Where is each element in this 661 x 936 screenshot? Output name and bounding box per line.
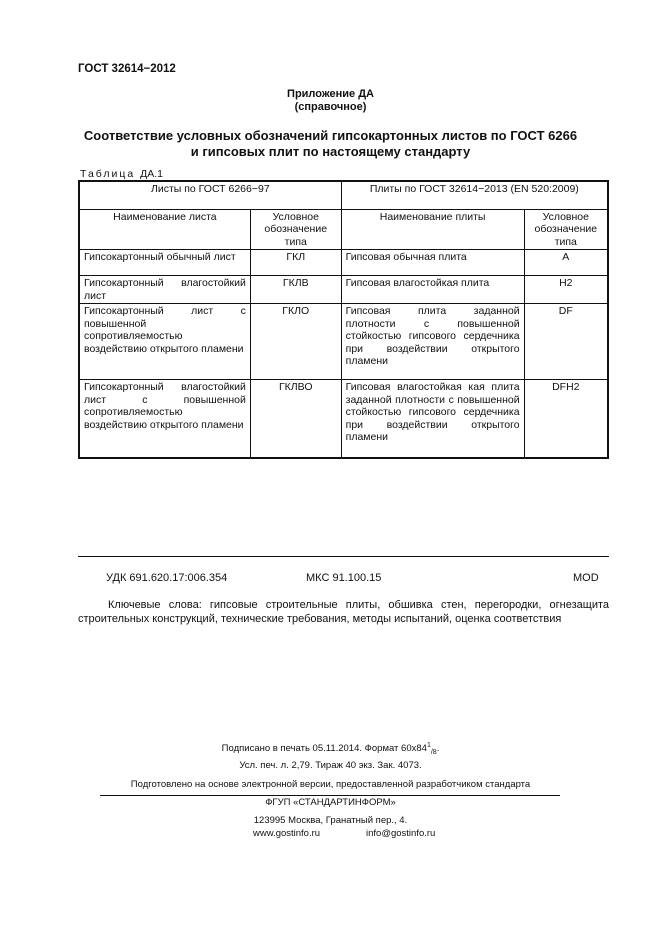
- appendix-heading-line2: и гипсовых плит по настоящему стандарту: [190, 144, 471, 159]
- sheet-name-cell: Гипсокартонный влагостойкий лист: [79, 276, 250, 304]
- sheet-code-cell: ГКЛ: [250, 250, 341, 276]
- sheet-name-cell: Гипсокартонный обычный лист: [79, 250, 250, 276]
- board-name-cell: Гипсовая влагостойкая плита: [341, 276, 524, 304]
- table-row: [79, 304, 608, 380]
- sheet-name-cell: Гипсокартонный влагостойкий лист с повышенной сопротивляемостью воздействию открытого пламени: [79, 380, 250, 458]
- format-superscript: 1: [426, 742, 431, 749]
- group-header-sheets: Листы по ГОСТ 6266−97: [79, 181, 341, 209]
- table-row: [79, 276, 608, 304]
- format-subscript: /8: [430, 749, 437, 757]
- board-code-cell: A: [524, 250, 608, 276]
- footer-divider: [78, 556, 609, 557]
- imprint-print-info: Усл. печ. л. 2,79. Тираж 40 экз. Зак. 4073.: [239, 760, 422, 771]
- sheet-name-cell: Гипсокартонный лист с повышенной сопротивляемостью воздействию открытого пламени: [79, 304, 250, 380]
- board-name-cell: Гипсовая плита заданной плотности с повышенной стойкостью гипсового сердечника при воздействии открытого пламени: [341, 304, 524, 380]
- table-caption: [80, 168, 163, 180]
- appendix-title: Приложение ДА: [287, 88, 374, 100]
- board-code-cell: H2: [524, 276, 608, 304]
- mks-code: МКС 91.100.15: [306, 572, 382, 584]
- board-code-cell: DFH2: [524, 380, 608, 458]
- table-caption-word: Таблица: [80, 168, 136, 180]
- board-code-cell: DF: [524, 304, 608, 380]
- appendix-subtitle: (справочное): [294, 101, 367, 113]
- table-row: [79, 250, 608, 276]
- board-name-cell: Гипсовая обычная плита: [341, 250, 524, 276]
- correspondence-table: [78, 180, 609, 459]
- imprint-email[interactable]: info@gostinfo.ru: [366, 828, 436, 839]
- table-row: [79, 380, 608, 458]
- group-header-boards: Плиты по ГОСТ 32614−2013 (EN 520:2009): [341, 181, 608, 209]
- col-header-sheet-name: Наименование листа: [79, 209, 250, 250]
- sheet-code-cell: ГКЛВ: [250, 276, 341, 304]
- sheet-code-cell: ГКЛВО: [250, 380, 341, 458]
- col-header-board-code: Условное обозначение типа: [524, 209, 608, 250]
- imprint-signed-text: Подписано в печать 05.11.2014. Формат 60x84: [221, 743, 427, 755]
- col-header-sheet-code: Условное обозначение типа: [250, 209, 341, 250]
- board-name-cell: Гипсовая влагостойкая кая плита заданной плотности с повышенной стойкостью гипсового сердечника при воздействии открытого пламени: [341, 380, 524, 458]
- appendix-heading-line1: Соответствие условных обозначений гипсокартонных листов по ГОСТ 6266: [83, 128, 578, 143]
- keywords: Ключевые слова: гипсовые строительные плиты, обшивка стен, перегородки, огнезащита строительных конструкций, технические требования, методы испытаний, оценка соответствия: [78, 599, 609, 625]
- mod-marker: MOD: [573, 572, 599, 584]
- udk-code: УДК 691.620.17:006.354: [106, 572, 228, 584]
- sheet-code-cell: ГКЛО: [250, 304, 341, 380]
- imprint-signed: [0, 742, 661, 756]
- imprint-publisher: ФГУП «СТАНДАРТИНФОРМ»: [265, 797, 396, 808]
- imprint-divider: [100, 795, 560, 796]
- imprint-website[interactable]: www.gostinfo.ru: [253, 828, 321, 839]
- document-code: ГОСТ 32614−2012: [78, 63, 176, 75]
- format-end: .: [436, 743, 440, 755]
- imprint-address: 123995 Москва, Гранатный пер., 4.: [253, 815, 408, 826]
- table-caption-number: ДА.1: [140, 168, 163, 180]
- imprint-prepared: Подготовлено на основе электронной версии, предоставленной разработчиком стандарта: [130, 779, 531, 790]
- col-header-board-name: Наименование плиты: [341, 209, 524, 250]
